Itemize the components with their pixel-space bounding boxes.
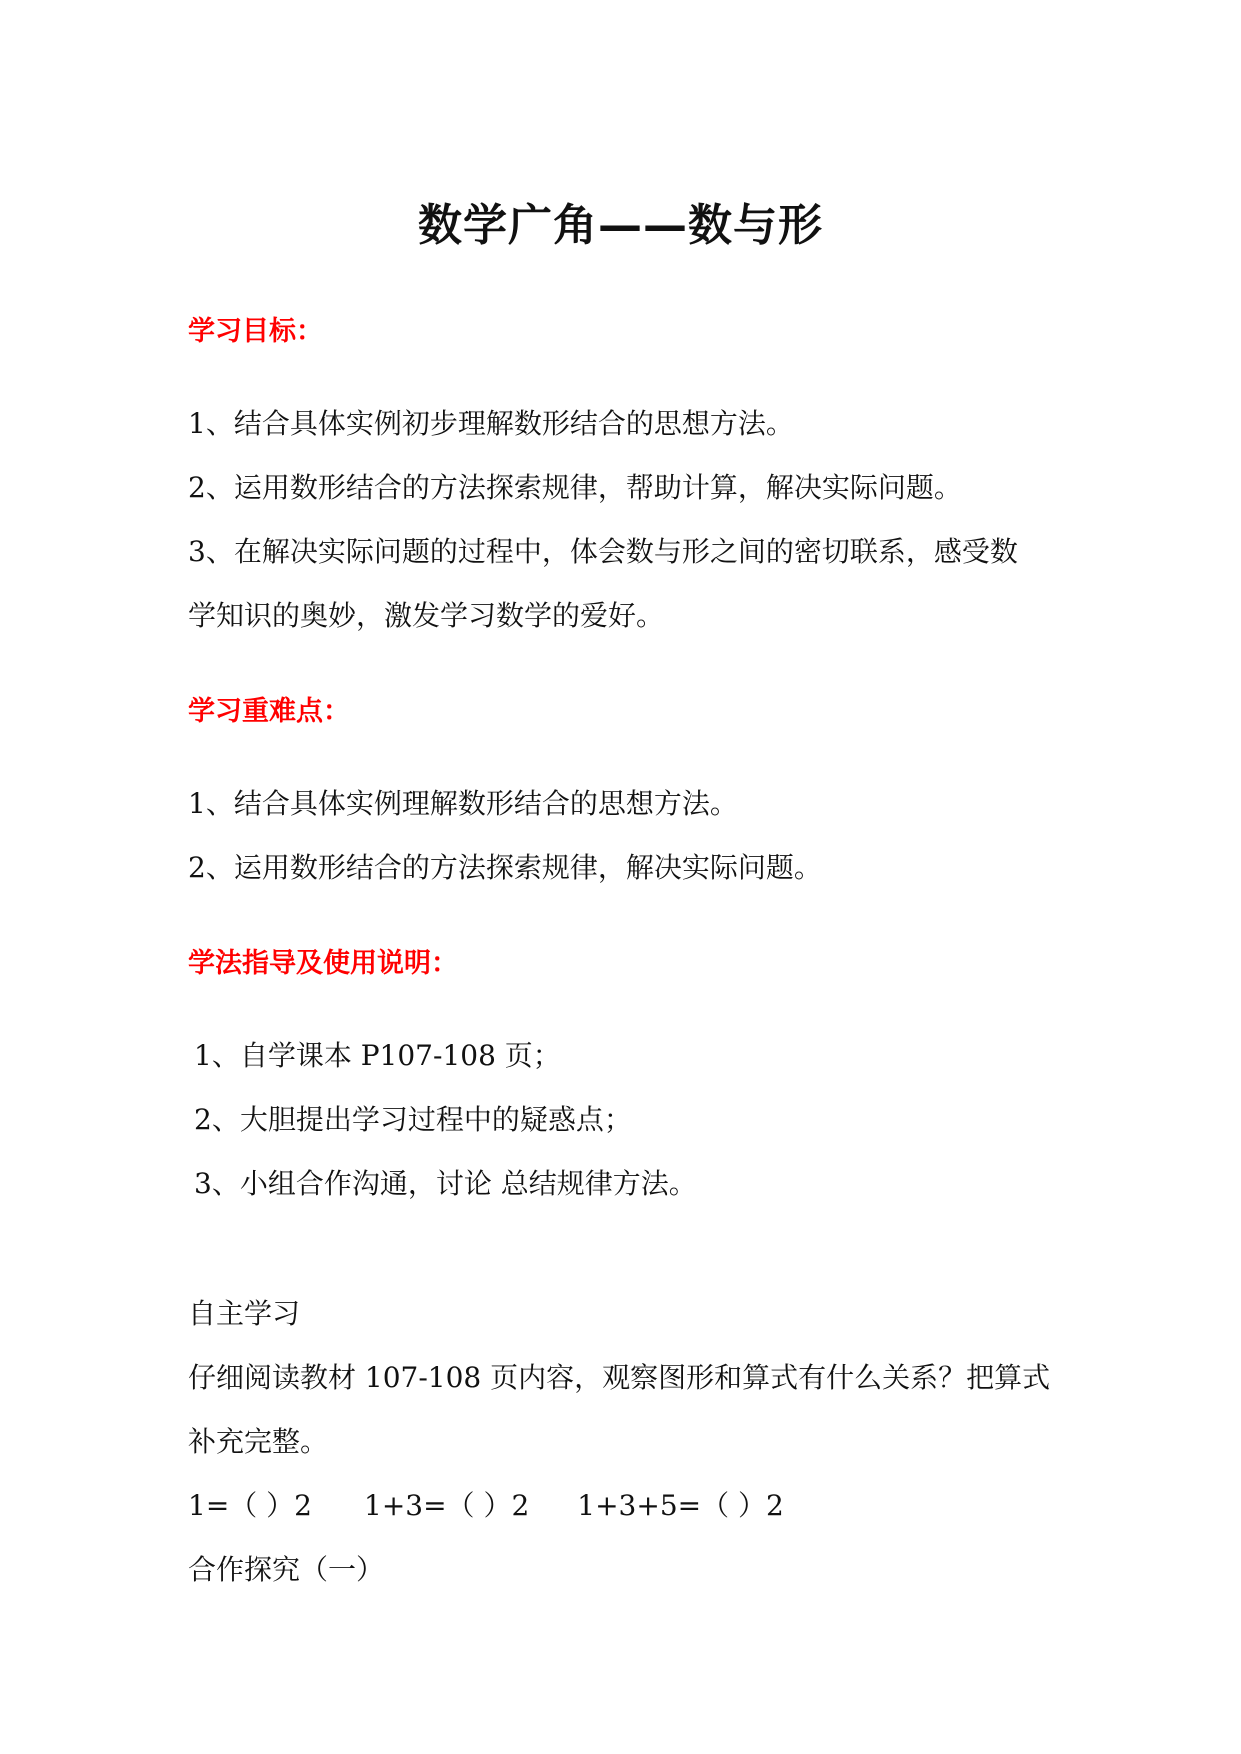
cooperation-heading: 合作探究（一）: [188, 1553, 385, 1586]
guidance-item-2: 2、大胆提出学习过程中的疑惑点；: [194, 1103, 632, 1136]
goal-item-1: 1、结合具体实例初步理解数形结合的思想方法。: [188, 407, 794, 440]
self-study-heading: 自主学习: [188, 1297, 301, 1330]
equation-3: 1+3+5=（ ）2: [577, 1489, 784, 1522]
key-point-item-1: 1、结合具体实例理解数形结合的思想方法。: [188, 787, 738, 820]
goal-item-2: 2、运用数形结合的方法探索规律，帮助计算，解决实际问题。: [188, 471, 962, 504]
equation-1: 1=（ ）2: [188, 1489, 312, 1522]
guidance-heading: 学法指导及使用说明：: [188, 948, 458, 979]
equations-row: [188, 1486, 784, 1526]
guidance-item-3: 3、小组合作沟通，讨论 总结规律方法。: [194, 1167, 697, 1200]
equation-2: 1+3=（ ）2: [364, 1489, 530, 1522]
goal-item-3: 3、在解决实际问题的过程中，体会数与形之间的密切联系，感受数: [188, 535, 1018, 568]
self-study-paragraph-line-1: 仔细阅读教材 107-108 页内容，观察图形和算式有什么关系？把算式: [188, 1361, 1051, 1394]
key-points-heading: 学习重难点：: [188, 696, 350, 727]
goals-heading: 学习目标：: [188, 316, 323, 347]
page-title: 数学广角——数与形: [418, 200, 823, 251]
self-study-paragraph-line-2: 补充完整。: [188, 1425, 329, 1458]
goal-item-3-continuation: 学知识的奥妙，激发学习数学的爱好。: [188, 599, 665, 632]
key-point-item-2: 2、运用数形结合的方法探索规律，解决实际问题。: [188, 851, 822, 884]
guidance-item-1: 1、自学课本 P107-108 页；: [194, 1039, 561, 1072]
